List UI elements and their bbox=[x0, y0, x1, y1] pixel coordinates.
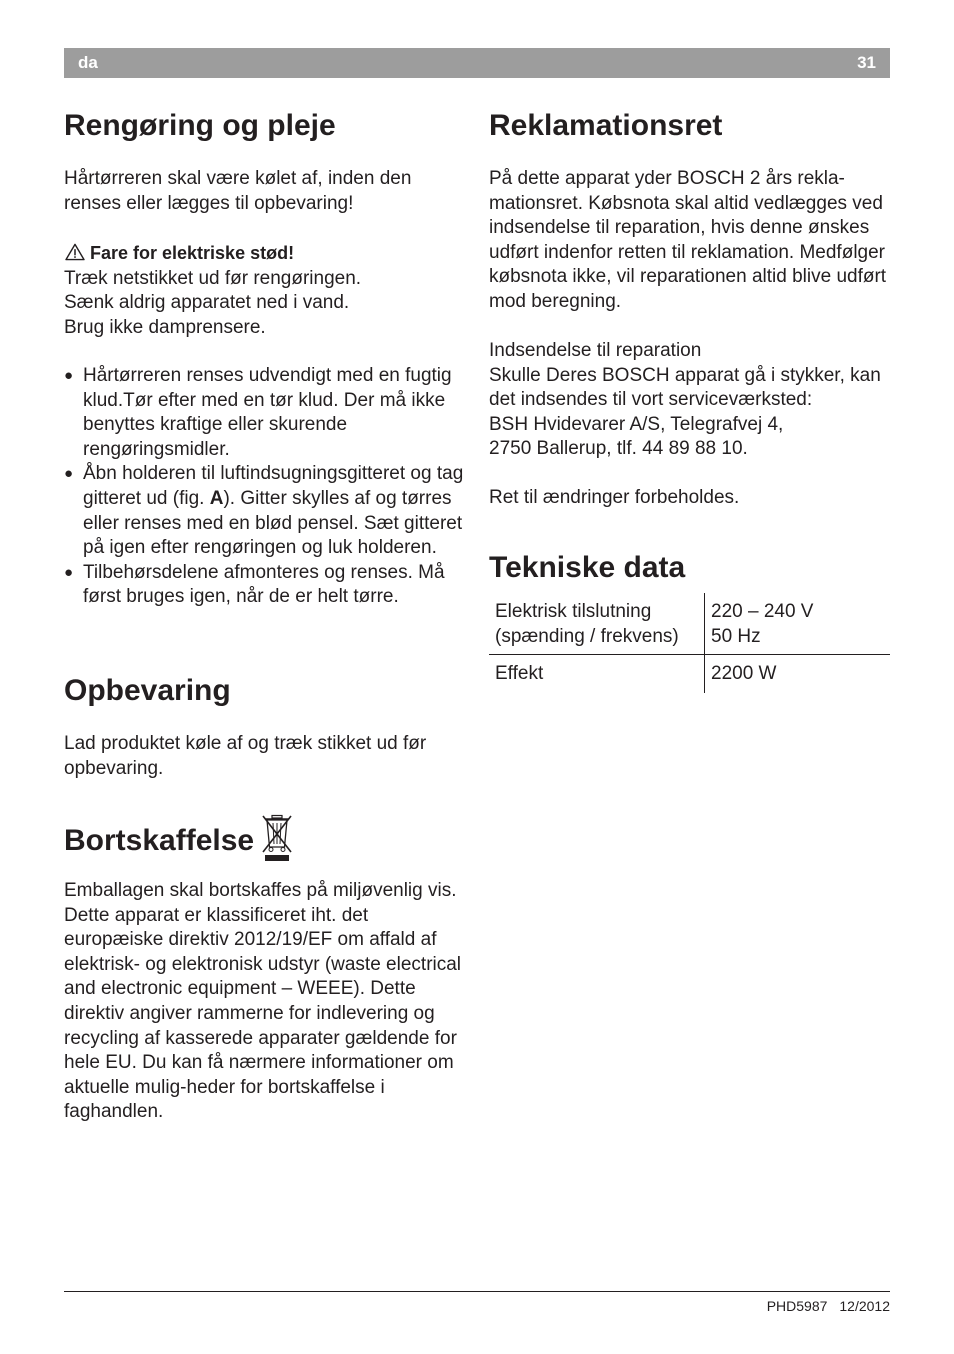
print-date: 12/2012 bbox=[839, 1298, 890, 1314]
language-code: da bbox=[78, 53, 98, 72]
cell-line: Elektrisk tilslutning bbox=[495, 601, 652, 622]
warning-line: Træk netstikket ud før rengøringen. bbox=[64, 267, 362, 289]
warranty-text: På dette apparat yder BOSCH 2 års rekla-mationsret. Købsnota skal altid vedlægges ved indsendelse til reparation, hvis denne ønskes udført indenfor retten til reklamation. Medfølger købsnota ikke, vil reparationen altid blive udført mod beregning. bbox=[489, 168, 887, 312]
disposal-title: Bortskaffelse bbox=[64, 824, 255, 857]
figure-reference: A bbox=[209, 487, 224, 509]
warning-line: Sænk aldrig apparatet ned i vand. bbox=[64, 292, 350, 314]
table-row bbox=[489, 593, 890, 655]
cell-line: 2200 W bbox=[711, 663, 777, 685]
service-address: BSH Hvidevarer A/S, Telegrafvej 4, bbox=[489, 413, 784, 435]
tech-title: Tekniske data bbox=[489, 551, 686, 584]
model-number: PHD5987 bbox=[766, 1298, 828, 1314]
cleaning-title: Rengøring og pleje bbox=[64, 109, 336, 142]
warning-line: Brug ikke damprensere. bbox=[64, 316, 266, 338]
page-header-bar bbox=[64, 48, 890, 78]
table-cell-value bbox=[705, 593, 891, 655]
table-cell-label bbox=[489, 655, 705, 693]
footer-divider bbox=[64, 1291, 890, 1292]
warning-triangle-icon bbox=[64, 243, 86, 261]
repair-heading: Indsendelse til reparation bbox=[489, 340, 702, 361]
service-address: 2750 Ballerup, tlf. 44 89 88 10. bbox=[489, 438, 748, 460]
repair-text: Skulle Deres BOSCH apparat gå i stykker, kan det indsendes til vort serviceværksted: bbox=[489, 364, 881, 411]
list-item: ● Hårtørreren renses udvendigt med en fugtig klud.Tør efter med en tør klud. Der må ikke benyttes kraftige eller skurende rengøringsmidler. bbox=[64, 364, 464, 462]
warranty-title: Reklamationsret bbox=[489, 109, 723, 142]
storage-title: Opbevaring bbox=[64, 674, 231, 707]
tech-data-table bbox=[489, 593, 890, 693]
table-row bbox=[489, 655, 890, 693]
warning-title: Fare for elektriske stød! bbox=[90, 243, 295, 263]
list-item: ● Tilbehørsdelene afmonteres og renses. Må først bruges igen, når de er helt tørre. bbox=[64, 561, 464, 610]
cell-line: (spænding / frekvens) bbox=[495, 625, 679, 647]
cleaning-bullet-list bbox=[64, 364, 464, 610]
footer bbox=[767, 1298, 890, 1314]
cleaning-intro: Hårtørreren skal være kølet af, inden den renses eller lægges til opbevaring! bbox=[64, 168, 412, 214]
cell-line: 220 – 240 V bbox=[711, 601, 814, 622]
weee-crossed-bin-icon bbox=[260, 814, 294, 862]
table-cell-label bbox=[489, 593, 705, 655]
list-item bbox=[64, 462, 464, 560]
disposal-heading bbox=[64, 814, 294, 862]
repair-block bbox=[489, 339, 890, 462]
table-cell-value bbox=[705, 655, 891, 693]
cell-line: Effekt bbox=[495, 663, 544, 685]
page-number: 31 bbox=[857, 53, 876, 72]
bullet-text: Åbn holderen til luftindsugningsgitteret og tag gitteret ud (fig. bbox=[83, 463, 464, 509]
reservation-text: Ret til ændringer forbeholdes. bbox=[489, 487, 740, 508]
cell-line: 50 Hz bbox=[711, 625, 761, 647]
storage-text: Lad produktet køle af og træk stikket ud før opbevaring. bbox=[64, 733, 427, 779]
disposal-text: Emballagen skal bortskaffes på miljøvenlig vis. Dette apparat er klassificeret iht. det europæiske direktiv 2012/19/EF om affald af elektrisk- og elektronisk udstyr (waste electrical and electronic equipment – WEEE). Dette direktiv angiver rammerne for indlevering og recycling af kasserede apparater gældende for hele EU. Du kan få nærmere informationer om aktuelle mulig-heder for bortskaffelse i faghandlen. bbox=[64, 880, 462, 1123]
warning-block bbox=[64, 241, 464, 340]
bullet-text: ). Gitter skylles af og tørres eller renses med en blød pensel. Sæt gitteret på igen efter rengøringen og luk holderen. bbox=[83, 487, 463, 559]
